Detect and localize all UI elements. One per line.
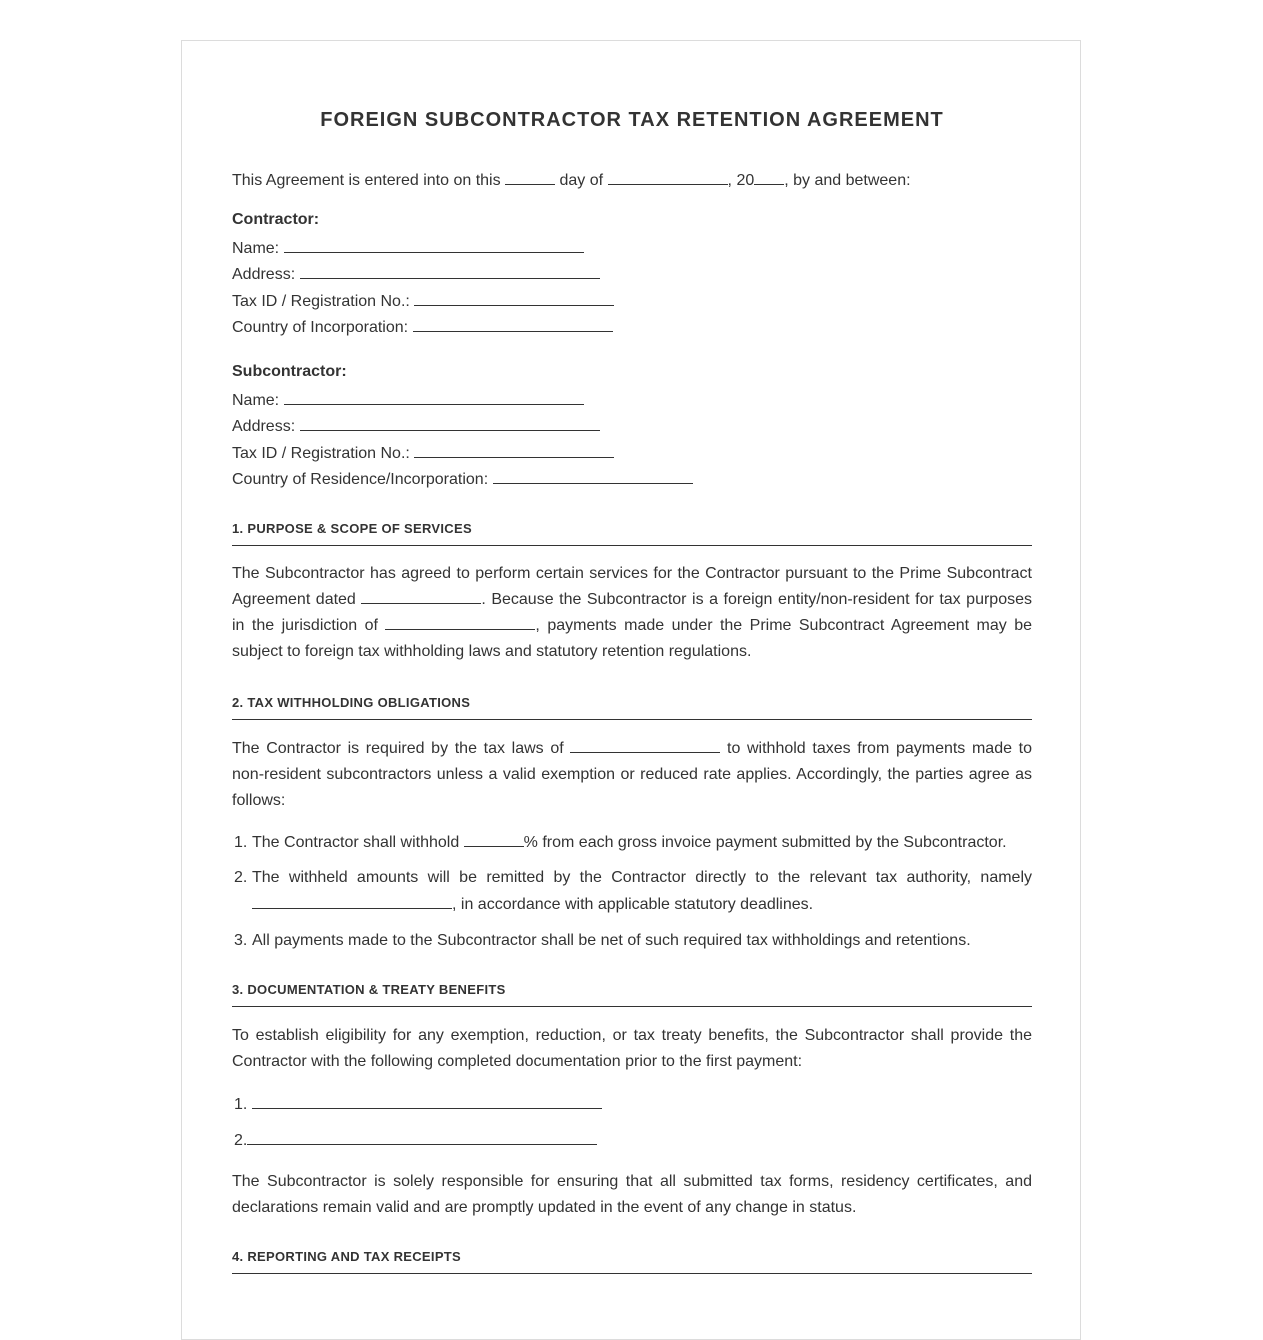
section-4-heading: 4. REPORTING AND TAX RECEIPTS	[232, 1249, 1032, 1274]
item-1-text-b: % from each gross invoice payment submitted by the Subcontractor.	[523, 834, 1007, 851]
document-page	[181, 40, 1081, 1340]
subcontractor-address-row	[232, 416, 600, 437]
doc-item-number: 1.	[234, 1096, 248, 1113]
subcontractor-address-label: Address:	[232, 418, 296, 435]
item-3-text: All payments made to the Subcontractor shall be net of such required tax withholdings and retentions.	[252, 932, 971, 949]
subcontractor-taxid-blank[interactable]	[414, 443, 614, 458]
intro-text-2: day of	[559, 172, 604, 189]
tax-authority-blank[interactable]	[252, 894, 452, 909]
withholding-percent-blank[interactable]	[464, 832, 524, 847]
contractor-country-row	[232, 317, 613, 338]
contractor-name-label: Name:	[232, 240, 280, 257]
contractor-heading: Contractor:	[232, 211, 320, 228]
subcontractor-taxid-label: Tax ID / Registration No.:	[232, 445, 410, 462]
section-3-heading: 3. DOCUMENTATION & TREATY BENEFITS	[232, 982, 1032, 1007]
prime-agreement-date-blank[interactable]	[361, 589, 481, 604]
item-2-text-b: , in accordance with applicable statutory deadlines.	[452, 896, 814, 913]
year-blank[interactable]	[754, 170, 784, 185]
section-3-paragraph-1: To establish eligibility for any exemption, reduction, or tax treaty benefits, the Subcontractor shall provide the Contractor with the following completed documentation prior to the first payment:	[232, 1027, 1032, 1070]
section-2-text-b: to withhold taxes from payments made to non-resident subcontractors unless a valid exemption or reduced rate applies. Accordingly, the parties agree as follows:	[232, 740, 1032, 809]
section-1-heading: 1. PURPOSE & SCOPE OF SERVICES	[232, 521, 1032, 546]
month-blank[interactable]	[608, 170, 728, 185]
intro-line	[232, 170, 911, 191]
jurisdiction-blank[interactable]	[385, 615, 535, 630]
subcontractor-taxid-row	[232, 443, 614, 464]
contractor-address-row	[232, 264, 600, 285]
section-1-text-a: The Subcontractor has agreed to perform certain services for the Contractor pursuant to the Prime Subcontract Agreement dated	[232, 565, 1032, 608]
item-number: 2.	[234, 869, 248, 886]
subcontractor-country-row	[232, 469, 693, 490]
withholding-item-3	[232, 927, 1032, 954]
documentation-blank-1[interactable]	[252, 1094, 602, 1109]
section-3-paragraph-2: The Subcontractor is solely responsible for ensuring that all submitted tax forms, residency certificates, and declarations remain valid and are promptly updated in the event of any change in status.	[232, 1173, 1032, 1216]
withholding-item-2	[232, 864, 1032, 918]
subcontractor-heading: Subcontractor:	[232, 363, 347, 380]
item-number: 3.	[234, 932, 248, 949]
intro-text-1: This Agreement is entered into on this	[232, 172, 501, 189]
item-number: 1.	[234, 834, 248, 851]
intro-text-3: , 20	[727, 172, 755, 189]
contractor-name-blank[interactable]	[284, 238, 584, 253]
subcontractor-address-blank[interactable]	[300, 416, 600, 431]
tax-laws-country-blank[interactable]	[570, 738, 720, 753]
item-1-text-a: The Contractor shall withhold	[252, 834, 460, 851]
documentation-blank-2[interactable]	[247, 1130, 597, 1145]
subcontractor-country-label: Country of Residence/Incorporation:	[232, 471, 489, 488]
withholding-item-1	[232, 829, 1032, 856]
subcontractor-name-row	[232, 390, 584, 411]
section-1-text-c: , payments made under the Prime Subcontract Agreement may be subject to foreign tax withholding laws and statutory retention regulations.	[232, 617, 1032, 660]
contractor-taxid-row	[232, 291, 614, 312]
contractor-country-label: Country of Incorporation:	[232, 319, 409, 336]
contractor-address-label: Address:	[232, 266, 296, 283]
document-title: FOREIGN SUBCONTRACTOR TAX RETENTION AGREEMENT	[320, 109, 944, 131]
intro-text-4: , by and between:	[784, 172, 911, 189]
doc-item-number: 2.	[234, 1132, 248, 1149]
documentation-item-2	[234, 1130, 597, 1151]
day-blank[interactable]	[505, 170, 555, 185]
section-1-text-b: . Because the Subcontractor is a foreign entity/non-resident for tax purposes in the jurisdiction of	[232, 591, 1032, 634]
section-1-paragraph	[232, 561, 1032, 665]
contractor-name-row	[232, 238, 584, 259]
documentation-item-1	[234, 1094, 602, 1115]
section-2-heading: 2. TAX WITHHOLDING OBLIGATIONS	[232, 695, 1032, 720]
section-2-text-a: The Contractor is required by the tax laws of	[232, 740, 564, 757]
subcontractor-name-blank[interactable]	[284, 390, 584, 405]
contractor-taxid-label: Tax ID / Registration No.:	[232, 293, 410, 310]
contractor-address-blank[interactable]	[300, 264, 600, 279]
item-2-text-a: The withheld amounts will be remitted by the Contractor directly to the relevant tax authority, namely	[252, 869, 1032, 886]
contractor-country-blank[interactable]	[413, 317, 613, 332]
subcontractor-country-blank[interactable]	[493, 469, 693, 484]
section-2-paragraph	[232, 736, 1032, 814]
subcontractor-name-label: Name:	[232, 392, 280, 409]
contractor-taxid-blank[interactable]	[414, 291, 614, 306]
